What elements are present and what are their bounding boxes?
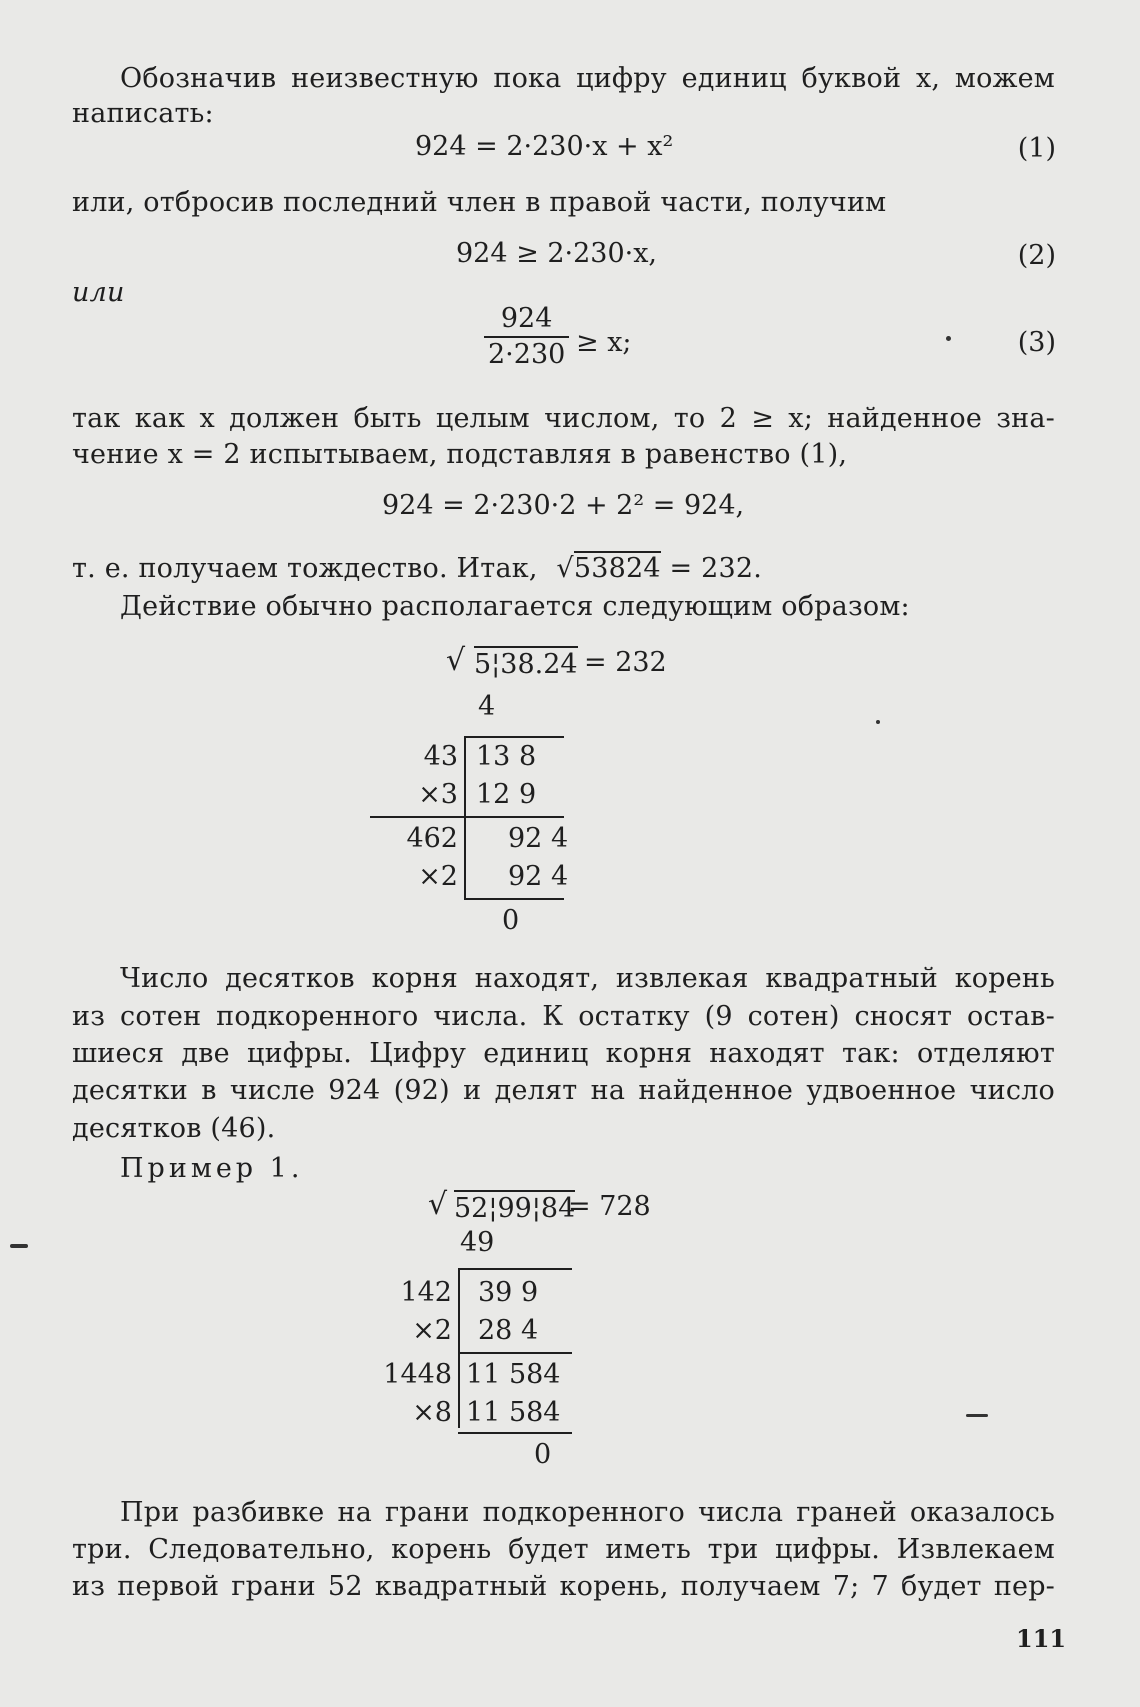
fraction-numerator: 924 <box>500 303 553 334</box>
calc1-row-left: ×3 <box>418 779 458 810</box>
calc2-row-right: 11 584 <box>466 1397 561 1428</box>
calc1-rule <box>464 898 564 900</box>
text-line: так как x должен быть целым числом, то 2 ≥ x; найденное зна- <box>72 403 1055 434</box>
text-line: или, отбросив последний член в правой части, получим <box>72 187 887 218</box>
equation-number: (2) <box>1017 240 1056 271</box>
text-line <box>72 552 762 586</box>
calc2-result: = 728 <box>568 1191 651 1222</box>
text-line: чение x = 2 испытываем, подставляя в равенство (1), <box>72 439 848 470</box>
text-line: Действие обычно располагается следующим образом: <box>120 591 910 622</box>
sqrt-sign: √ <box>556 553 574 584</box>
text-line: три. Следовательно, корень будет иметь три цифры. Извлекаем <box>72 1534 1055 1565</box>
calc1-remainder: 0 <box>502 905 520 936</box>
calc1-row-right: 92 4 <box>508 823 569 854</box>
example-heading: Пример 1. <box>120 1153 304 1184</box>
calc2-row-left: ×8 <box>412 1397 452 1428</box>
calc2-rule <box>458 1432 572 1434</box>
calc2-rule <box>458 1352 572 1354</box>
calc2-row-right: 39 9 <box>478 1277 539 1308</box>
calc2-remainder: 0 <box>534 1439 552 1470</box>
calc1-row-left: ×2 <box>418 861 458 892</box>
equation-number: (1) <box>1017 133 1056 164</box>
equation-4: 924 = 2·230·2 + 2² = 924, <box>382 490 745 521</box>
calc2-row-left: ×2 <box>412 1315 452 1346</box>
calc1-rule <box>464 736 564 738</box>
text-line: десятки в числе 924 (92) и делят на найденное удвоенное число <box>72 1075 1055 1106</box>
text-span: = 232. <box>669 553 763 584</box>
text-line: Обозначив неизвестную пока цифру единиц буквой x, можем <box>120 63 1055 94</box>
text-line: или <box>72 277 125 308</box>
text-span: т. е. получаем тождество. Итак, <box>72 553 538 584</box>
calc1-row-left: 462 <box>406 823 458 854</box>
calc1-radicand: 5¦38.24 <box>474 646 578 682</box>
equation-number: (3) <box>1017 327 1056 358</box>
calc1-row-left: 43 <box>423 741 458 772</box>
equation-3-tail: ≥ x; <box>576 327 632 358</box>
scan-speck <box>966 1414 988 1417</box>
fraction-denominator: 2·230 <box>484 336 569 372</box>
text-line: десятков (46). <box>72 1113 276 1144</box>
text-line: из первой грани 52 квадратный корень, получаем 7; 7 будет пер- <box>72 1571 1055 1602</box>
calc2-rule <box>458 1268 572 1270</box>
equation-2: 924 ≥ 2·230·x, <box>456 238 658 269</box>
calc2-row-left: 1448 <box>383 1359 452 1390</box>
scan-speck <box>876 720 880 724</box>
calc2-divider <box>458 1268 460 1428</box>
text-line: написать: <box>72 98 214 129</box>
radicand: 53824 <box>573 553 661 584</box>
calc2-sqrt-sign: √ <box>428 1187 448 1222</box>
calc1-row-right: 13 8 <box>476 741 537 772</box>
calc1-result: = 232 <box>584 647 667 678</box>
calc2-row-right: 11 584 <box>466 1359 561 1390</box>
equation-1: 924 = 2·230·x + x² <box>415 131 674 162</box>
calc1-rule <box>370 816 564 818</box>
text-line: Число десятков корня находят, извлекая квадратный корень <box>120 963 1055 994</box>
calc1-sqrt-sign: √ <box>446 643 466 678</box>
calc1-row-right: 12 9 <box>476 779 537 810</box>
equation-3-fraction <box>484 302 569 372</box>
calc1-first-square: 4 <box>478 691 496 722</box>
calc2-row-left: 142 <box>400 1277 452 1308</box>
scan-speck <box>10 1244 28 1248</box>
calc2-first-square: 49 <box>460 1227 495 1258</box>
calc1-row-right: 92 4 <box>508 861 569 892</box>
text-line: шиеся две цифры. Цифру единиц корня находят так: отделяют <box>72 1038 1055 1069</box>
scan-speck <box>946 336 951 341</box>
text-line: из сотен подкоренного числа. К остатку (9 сотен) сносят остав- <box>72 1001 1055 1032</box>
page-number: 111 <box>1016 1624 1067 1653</box>
calc2-row-right: 28 4 <box>478 1315 539 1346</box>
calc2-radicand: 52¦99¦84 <box>454 1190 575 1226</box>
text-line: При разбивке на грани подкоренного числа граней оказалось <box>120 1497 1055 1528</box>
